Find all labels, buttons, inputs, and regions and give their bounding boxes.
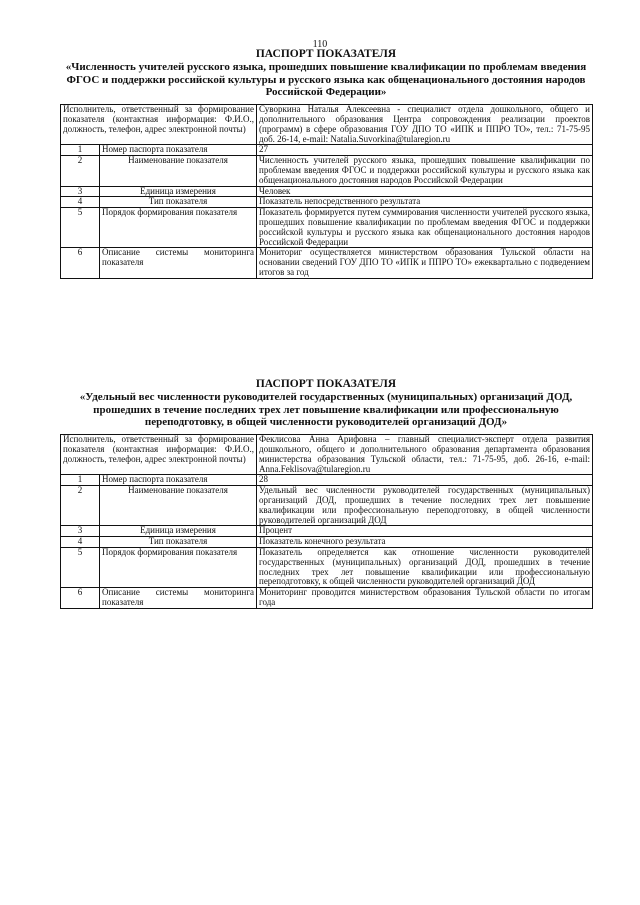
row-number: 1 [61, 475, 100, 486]
table-row [61, 197, 593, 208]
row-label: Описание системы мониторинга показателя [100, 248, 257, 278]
passport-title: «Удельный вес численности руководителей государственных (муниципальных) организаций ДОД, прошедших в течение последних трех лет повышение квалификации или профессиональную переподготовку, в общей численности руководителей организаций ДОД» [79, 390, 573, 429]
row-number: 3 [61, 526, 100, 537]
table-row [61, 547, 593, 587]
row-label: Тип показателя [100, 197, 257, 208]
table-row [61, 156, 593, 186]
row-value: Показатель определяется как отношение численности руководителей государственных (муниципальных) организаций ДОД, прошедших в течение последних трех лет повышение квалификации или профессиональную переподготовку, к общей численности руководителей организаций ДОД [257, 547, 593, 587]
executor-row [61, 105, 593, 145]
table-row [61, 186, 593, 197]
row-value: Показатель непосредственного результата [257, 197, 593, 208]
table-row [61, 486, 593, 526]
table-row [61, 537, 593, 548]
row-number: 6 [61, 588, 100, 609]
row-label: Единица измерения [100, 186, 257, 197]
page-number: 110 [312, 39, 328, 50]
row-number: 1 [61, 145, 100, 156]
row-label: Порядок формирования показателя [100, 208, 257, 248]
row-label: Единица измерения [100, 526, 257, 537]
row-number: 5 [61, 208, 100, 248]
row-value: Численность учителей русского языка, прошедших повышение квалификации по проблемам введения ФГОС и поддержки российской культуры и русского языка как общенационального достояния народов Российской Федерации [257, 156, 593, 186]
row-number: 2 [61, 486, 100, 526]
passport-heading: ПАСПОРТ ПОКАЗАТЕЛЯ [255, 48, 397, 60]
row-label: Порядок формирования показателя [100, 547, 257, 587]
executor-row [61, 435, 593, 475]
row-value: Мониториг осуществляется министерством образования Тульской области на основании сведений ГОУ ДПО ТО «ИПК и ППРО ТО» ежеквартально с подведением итогов за год [257, 248, 593, 278]
executor-label: Исполнитель, ответственный за формирование показателя (контактная информация: Ф.И.О., должность, телефон, адрес электронной почты) [61, 435, 257, 475]
table-row [61, 526, 593, 537]
row-value: 27 [257, 145, 593, 156]
row-value: Показатель формируется путем суммирования численности учителей русского языка, прошедших повышение квалификации по проблемам введения ФГОС и поддержки российской культуры и русского языка как общенационального достояния народов Российской Федерации [257, 208, 593, 248]
row-value: Человек [257, 186, 593, 197]
row-number: 4 [61, 197, 100, 208]
row-value: Мониторинг проводится министерством образования Тульской области по итогам года [257, 588, 593, 609]
row-number: 6 [61, 248, 100, 278]
row-label: Тип показателя [100, 537, 257, 548]
executor-label: Исполнитель, ответственный за формирование показателя (контактная информация: Ф.И.О., должность, телефон, адрес электронной почты) [61, 105, 257, 145]
row-label: Номер паспорта показателя [100, 145, 257, 156]
executor-value: Суворкина Наталья Алексеевна - специалист отдела дошкольного, общего и дополнительного образования Центра сопровождения реализации проектов (программ) в сфере образования ГОУ ДПО ТО «ИПК и ППРО ТО», тел.: 71-75-95 доб. 26-14, e-mail: Natalia.Suvorkina@tularegion.ru [257, 105, 593, 145]
row-number: 5 [61, 547, 100, 587]
passport-title: «Численность учителей русского языка, прошедших повышение квалификации по проблемам введения ФГОС и поддержки российской культуры и русского языка как общенационального достояния народов Российской Федерации» [65, 60, 587, 99]
passport-heading: ПАСПОРТ ПОКАЗАТЕЛЯ [255, 378, 397, 390]
passport-table [60, 434, 593, 609]
indicator-passport-2 [60, 378, 592, 609]
table-row [61, 208, 593, 248]
passport-table [60, 104, 593, 279]
table-row [61, 145, 593, 156]
row-label: Наименование показателя [100, 486, 257, 526]
table-row [61, 248, 593, 278]
row-value: Показатель конечного результата [257, 537, 593, 548]
row-number: 3 [61, 186, 100, 197]
row-value: Удельный вес численности руководителей государственных (муниципальных) организаций ДОД, прошедших в течение последних трех лет повышение квалификации или профессиональную переподготовку, в общей численности руководителей организаций ДОД [257, 486, 593, 526]
row-label: Описание системы мониторинга показателя [100, 588, 257, 609]
row-label: Номер паспорта показателя [100, 475, 257, 486]
executor-value: Феклисова Анна Арифовна – главный специалист-эксперт отдела развития дошкольного, общего и дополнительного образования департамента образования министерства образования Тульской области, тел.: 71-75-95, доб. 26-16, e-mail: Anna.Feklisova@tularegion.ru [257, 435, 593, 475]
row-number: 4 [61, 537, 100, 548]
row-value: 28 [257, 475, 593, 486]
row-number: 2 [61, 156, 100, 186]
row-label: Наименование показателя [100, 156, 257, 186]
table-row [61, 475, 593, 486]
row-value: Процент [257, 526, 593, 537]
table-row [61, 588, 593, 609]
indicator-passport-1 [60, 48, 592, 279]
